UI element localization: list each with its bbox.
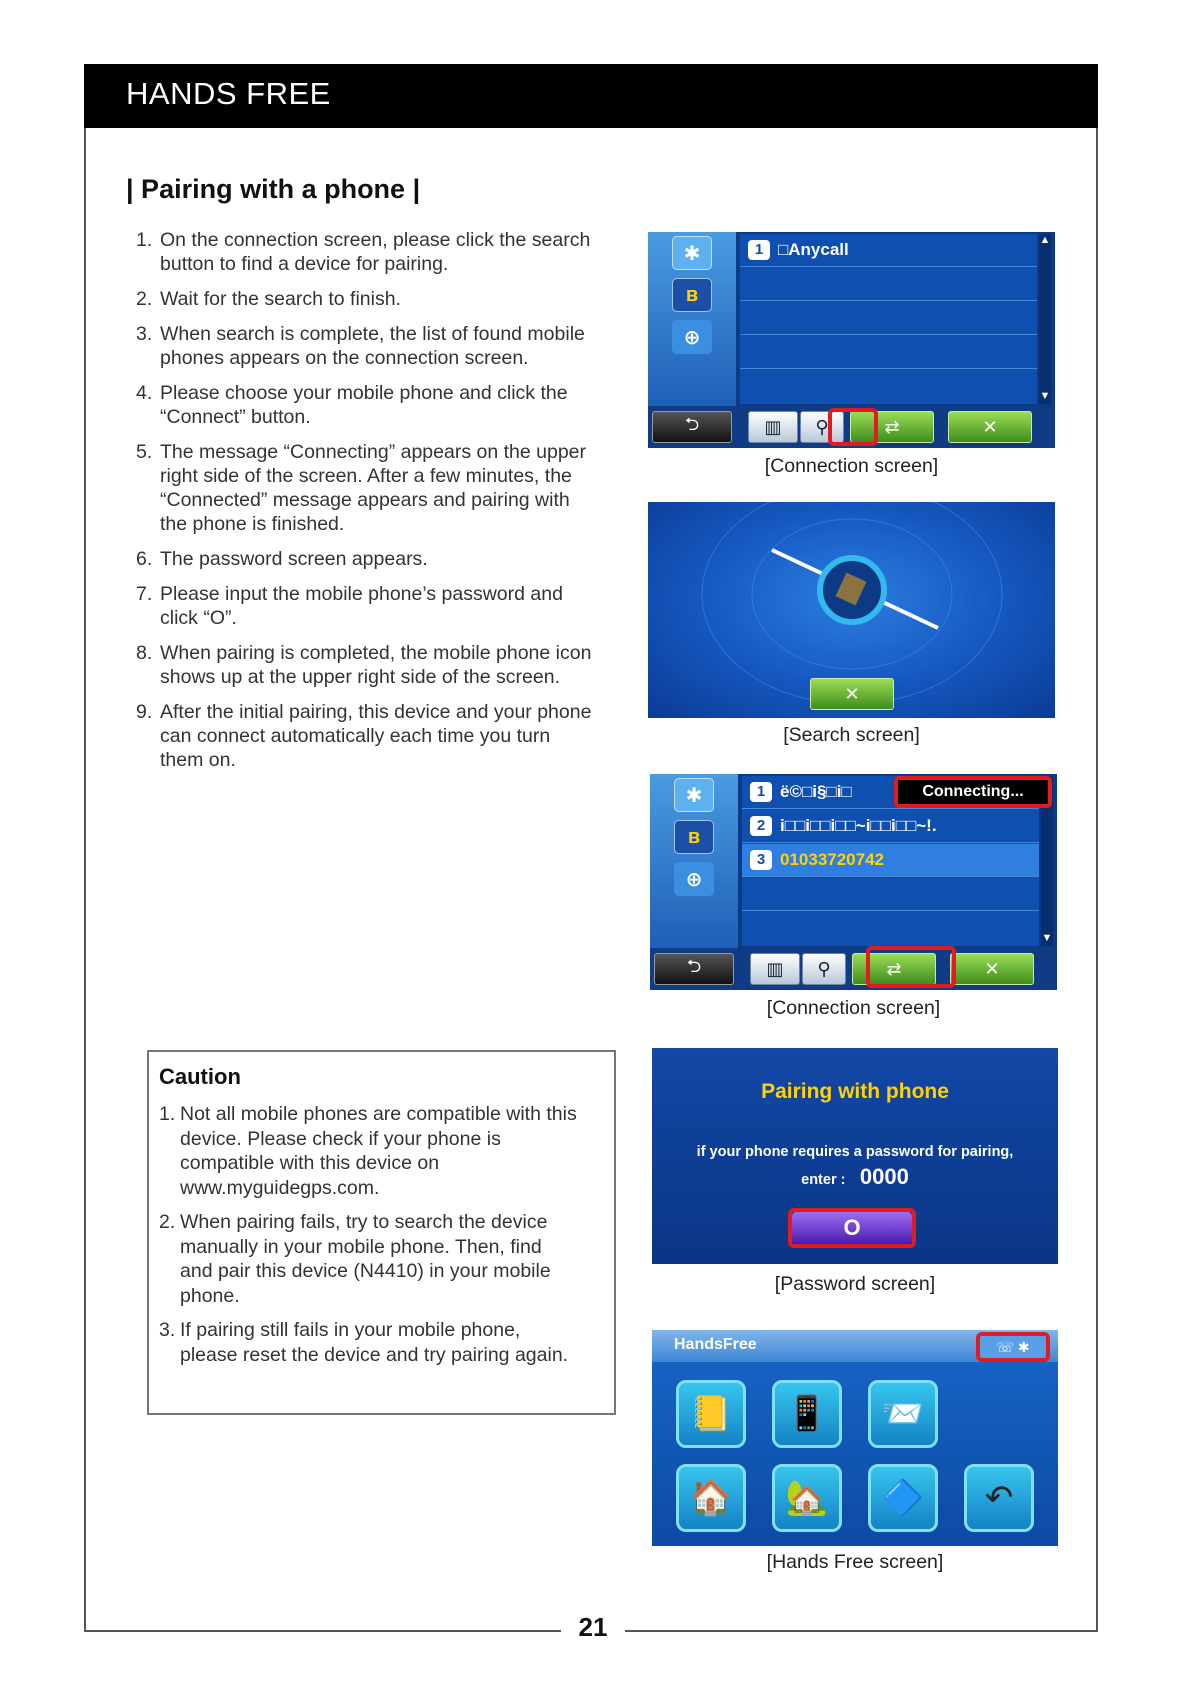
step-item: 5. The message “Connecting” appears on the upper right side of the screen. After a few minutes, the “Connected” message appears and pairing with the phone is finished. [136, 441, 587, 535]
caution-title: Caution [159, 1064, 241, 1089]
highlight-search-button [828, 408, 878, 446]
highlight-ok-button [788, 1208, 916, 1248]
password-entry-row [652, 1164, 1058, 1190]
delete-button[interactable]: ▥ [750, 953, 800, 985]
dial-pad-icon[interactable]: 📱 [772, 1380, 842, 1448]
password-screen [652, 1048, 1058, 1264]
home-call-icon[interactable]: 🏠 [676, 1464, 746, 1532]
bluetooth-paired-icon[interactable]: ʙ [674, 820, 714, 854]
step-item: 8. When pairing is completed, the mobile phone icon shows up at the upper right side of the screen. [136, 642, 592, 688]
bluetooth-paired-icon[interactable]: ʙ [672, 278, 712, 312]
step-item: 7. Please input the mobile phone’s password and click “O”. [136, 583, 563, 629]
step-item: 3. When search is complete, the list of found mobile phones appears on the connection screen. [136, 323, 585, 369]
step-item: 6. The password screen appears. [136, 548, 428, 570]
device-row[interactable]: 1 □Anycall [740, 234, 1037, 267]
device-row[interactable]: 2 i□□i□□i□□~i□□i□□~!. [742, 810, 1039, 843]
device-row-empty[interactable] [740, 336, 1037, 369]
enter-label: enter : [801, 1172, 846, 1188]
search-button[interactable]: ⚲ [802, 953, 846, 985]
disconnect-button[interactable]: ✕ [950, 953, 1034, 985]
toolbar [650, 948, 1057, 990]
handsfree-screen [652, 1330, 1058, 1546]
step-item: 4. Please choose your mobile phone and click the “Connect” button. [136, 382, 568, 428]
caution-item: 1. Not all mobile phones are compatible with this device. Please check if your phone is compatible with this device on www.myguidegps.com. [159, 1103, 577, 1199]
caption-connection-1: [Connection screen] [764, 455, 939, 477]
device-row-empty[interactable] [740, 302, 1037, 335]
password-code: 0000 [859, 1164, 909, 1189]
messages-icon[interactable]: 📨 [868, 1380, 938, 1448]
device-list [740, 234, 1037, 404]
step-item: 1. On the connection screen, please click the search button to find a device for pairing. [136, 229, 591, 275]
delete-button[interactable]: ▥ [748, 411, 798, 443]
caution-box [147, 1050, 616, 1415]
caution-item: 3. If pairing still fails in your mobile phone, please reset the device and try pairing again. [159, 1319, 569, 1366]
scroll-down-icon[interactable]: ▼ [1041, 932, 1053, 944]
connect-button[interactable]: ⇄ [850, 411, 934, 443]
page-number: 21 [578, 1612, 608, 1642]
password-title: Pairing with phone [761, 1080, 949, 1103]
page-header-title: HANDS FREE [126, 76, 331, 111]
caption-search: [Search screen] [783, 724, 920, 746]
caution-item: 2. When pairing fails, try to search the device manually in your mobile phone. Then, find and pair this device (N4410) in your mobile phone. [159, 1211, 551, 1307]
connecting-status: Connecting... [894, 776, 1052, 808]
bluetooth-globe-icon[interactable]: ⊕ [674, 862, 714, 896]
back-icon[interactable]: ↶ [964, 1464, 1034, 1532]
bluetooth-globe-icon[interactable]: ⊕ [672, 320, 712, 354]
side-column [648, 232, 736, 406]
side-column [650, 774, 738, 948]
footer-rule-right [625, 1630, 1098, 1632]
password-message: if your phone requires a password for pairing, [696, 1144, 1014, 1160]
device-row[interactable]: 1 ë©□i§□i□ [742, 776, 1039, 809]
bluetooth-icon[interactable]: ✱ [672, 236, 712, 270]
bluetooth-icon[interactable]: ✱ [674, 778, 714, 812]
connection-screen-2 [650, 774, 1057, 990]
scrollbar[interactable] [1039, 234, 1051, 404]
handsfree-title: HandsFree [674, 1336, 757, 1353]
phone-connected-icon[interactable]: ☏ ✱ [976, 1332, 1050, 1362]
call-history-icon[interactable]: 🏡 [772, 1464, 842, 1532]
footer-rule-left [84, 1630, 561, 1632]
search-screen [648, 502, 1055, 718]
phonebook-icon[interactable]: 📒 [676, 1380, 746, 1448]
back-button[interactable]: ⮌ [652, 411, 732, 443]
device-row-empty[interactable] [740, 268, 1037, 301]
header-bar [84, 64, 1098, 128]
connect-button[interactable]: ⇄ [852, 953, 936, 985]
scroll-up-icon[interactable]: ▲ [1039, 234, 1051, 246]
section-title: | Pairing with a phone | [126, 174, 421, 204]
step-item: 2. Wait for the search to finish. [136, 288, 401, 310]
step-item: 9. After the initial pairing, this device and your phone can connect automatically each time you turn them on. [136, 701, 592, 771]
scroll-down-icon[interactable]: ▼ [1039, 390, 1051, 402]
steps-list [136, 228, 636, 783]
search-button[interactable]: ⚲ [800, 411, 844, 443]
disconnect-button[interactable]: ✕ [948, 411, 1032, 443]
highlight-connect-button [866, 946, 956, 988]
back-button[interactable]: ⮌ [654, 953, 734, 985]
connection-screen-1 [648, 232, 1055, 448]
stop-search-button[interactable]: ✕ [810, 678, 894, 710]
ok-button[interactable]: O [792, 1212, 912, 1244]
caption-handsfree: [Hands Free screen] [766, 1551, 944, 1573]
caption-connection-2: [Connection screen] [766, 997, 941, 1019]
device-row-selected[interactable]: 3 01033720742 [742, 844, 1039, 877]
bluetooth-settings-icon[interactable]: 🔷 [868, 1464, 938, 1532]
device-row-empty[interactable] [742, 878, 1039, 911]
caption-password: [Password screen] [774, 1273, 936, 1295]
